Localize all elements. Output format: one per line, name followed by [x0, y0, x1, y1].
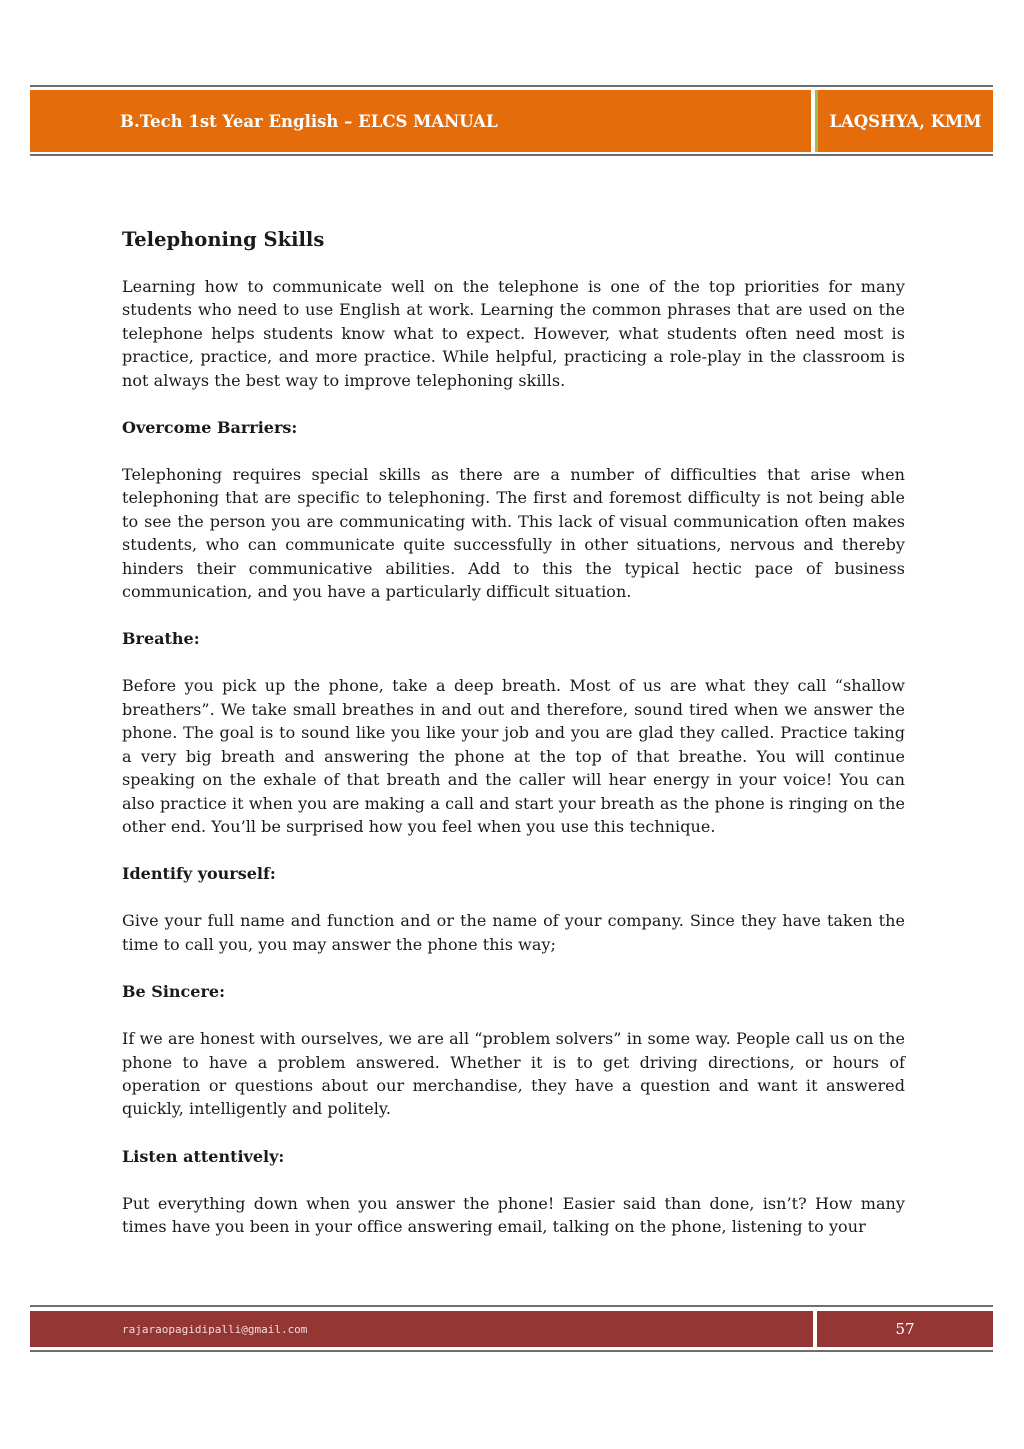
footer-top-rule	[30, 1305, 993, 1307]
footer-bottom-rule	[30, 1350, 993, 1352]
document-title: Telephoning Skills	[122, 228, 325, 251]
header-title: B.Tech 1st Year English – ELCS MANUAL	[30, 90, 811, 152]
page-footer	[30, 1311, 993, 1347]
document-body	[122, 228, 905, 1263]
intro-paragraph: Learning how to communicate well on the telephone is one of the top priorities for many students who need to use English at work. Learning the common phrases that are used on the telephone helps students know what to expect. However, what students often need most is practice, practice, and more practice. While helpful, practicing a role-play in the classroom is not always the best way to improve telephoning skills.	[122, 277, 905, 390]
section-heading-identify-yourself: Identify yourself:	[122, 864, 276, 884]
section-body-breathe: Before you pick up the phone, take a deep breath. Most of us are what they call “shallow breathers”. We take small breathes in and out and therefore, sound tired when we answer the phone. The goal is to sound like you like your job and you are glad they called. Practice taking a very big breath and answering the phone at the top of that breathe. You will continue speaking on the exhale of that breath and the caller will hear energy in your voice! You can also practice it when you are making a call and start your breath as the phone is ringing on the other end. You’ll be surprised how you feel when you use this technique.	[122, 676, 905, 836]
header-bottom-rule	[30, 154, 993, 156]
section-heading-be-sincere: Be Sincere:	[122, 982, 225, 1002]
section-body-listen-attentively: Put everything down when you answer the phone! Easier said than done, isn’t? How many times have you been in your office answering email, talking on the phone, listening to your	[122, 1193, 905, 1237]
section-body-identify-yourself: Give your full name and function and or the name of your company. Since they have taken the time to call you, you may answer the phone this way;	[122, 911, 905, 954]
section-body-be-sincere: If we are honest with ourselves, we are all “problem solvers” in some way. People call us on the phone to have a problem answered. Whether it is to get driving directions, or hours of operation or questions about our merchandise, they have a question and want it answered quickly, intelligently and politely.	[122, 1029, 905, 1119]
section-heading-breathe: Breathe:	[122, 629, 200, 649]
section-body-overcome-barriers: Telephoning requires special skills as there are a number of difficulties that arise when telephoning that are specific to telephoning. The first and foremost difficulty is not being able to see the person you are communicating with. This lack of visual communication often makes students, who can communicate quite successfully in other situations, nervous and thereby hinders their communicative abilities. Add to this the typical hectic pace of business communication, and you have a particularly difficult situation.	[122, 465, 905, 602]
header-org: LAQSHYA, KMM	[815, 90, 993, 152]
section-heading-listen-attentively: Listen attentively:	[122, 1146, 285, 1166]
page-number: 57	[817, 1311, 993, 1347]
page-header	[30, 90, 993, 152]
footer-email: rajaraopagidipalli@gmail.com	[30, 1311, 813, 1347]
section-heading-overcome-barriers: Overcome Barriers:	[122, 418, 298, 438]
header-top-rule	[30, 85, 993, 87]
